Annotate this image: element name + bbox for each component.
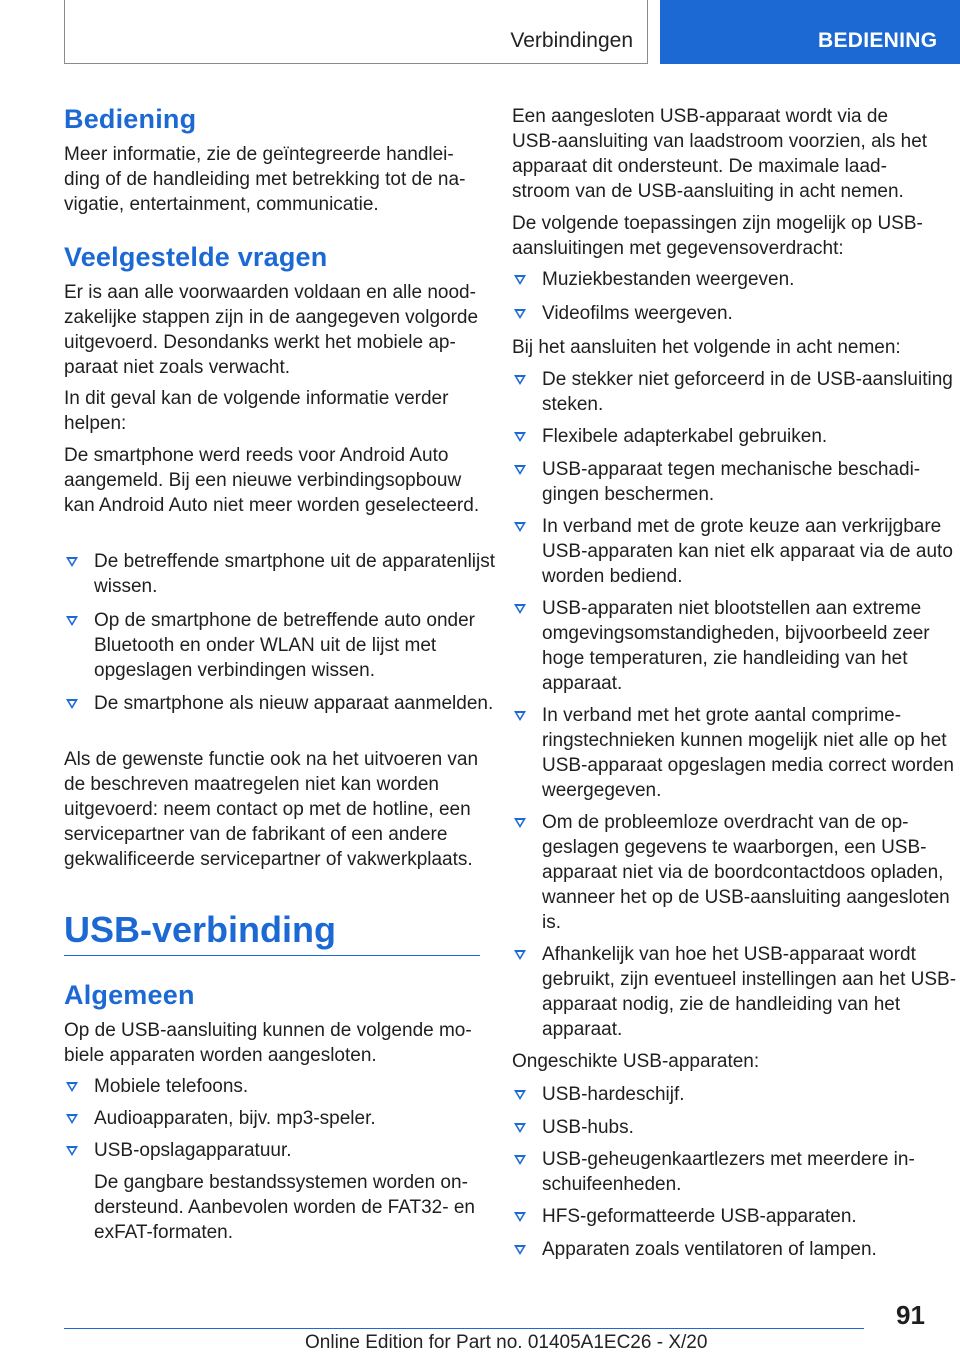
list-item: [512, 1237, 958, 1262]
list-item-text: Apparaten zoals ventilatoren of lampen.: [542, 1239, 877, 1260]
right-paragraph-4: Ongeschikte USB-apparaten:: [512, 1051, 760, 1072]
list-item: [512, 367, 958, 417]
list-item: [512, 703, 958, 803]
page-number: 91: [896, 1300, 925, 1330]
list-item-text: USB-apparaten niet blootstellen aan extreme omgevingsomstandigheden, bijvoorbeeld zeer hoge temperaturen, zie handleiding van het apparaat.: [542, 598, 930, 694]
faq-paragraph-2: In dit geval kan de volgende informatie verder helpen:: [64, 388, 449, 434]
heading-bediening: Bediening: [64, 104, 197, 134]
triangle-bullet-icon: [514, 604, 526, 614]
list-item-text: Videofilms weergeven.: [542, 303, 733, 324]
list-item-text: Mobiele telefoons.: [94, 1076, 249, 1097]
triangle-bullet-icon: [514, 275, 526, 285]
triangle-bullet-icon: [514, 1155, 526, 1165]
triangle-bullet-icon: [514, 711, 526, 721]
usb-note: De gangbare bestandssystemen worden ondersteund. Aanbevolen worden de FAT32- en exFAT-formaten.: [94, 1172, 475, 1243]
triangle-bullet-icon: [66, 1146, 78, 1156]
faq-paragraph-4: Als de gewenste functie ook na het uitvoeren van de beschreven maatregelen niet kan worden uitgevoerd: neem contact op met de hotline, een servicepartner van de fabrikant of een andere gekwalificeerde servicepartner of vakwerkplaats.: [64, 749, 479, 870]
list-item: [512, 1082, 958, 1107]
heading-general: Algemeen: [64, 980, 195, 1010]
list-item-text: USB-hardeschijf.: [542, 1084, 685, 1105]
section-tab: [660, 0, 960, 64]
list-item: [512, 301, 958, 326]
list-item: [512, 267, 958, 292]
list-item-text: In verband met het grote aantal comprimeringstechnieken kunnen mogelijk niet alle op het USB-apparaat opgeslagen media correct worden weergegeven.: [542, 705, 954, 801]
right-paragraph-2: De volgende toepassingen zijn mogelijk op USB-aansluitingen met gegevensoverdracht:: [512, 213, 923, 259]
list-item: [512, 1115, 958, 1140]
usb-paragraph-1: Op de USB-aansluiting kunnen de volgende mobiele apparaten worden aangesloten.: [64, 1020, 472, 1066]
list-item-text: HFS-geformatteerde USB-apparaten.: [542, 1206, 857, 1227]
list-item-text: Afhankelijk van hoe het USB-apparaat wordt gebruikt, zijn eventueel instellingen aan het USB-apparaat nodig, zie de handleiding van het apparaat.: [542, 944, 957, 1040]
edition-footer: Online Edition for Part no. 01405A1EC26 - X/20: [305, 1332, 708, 1353]
triangle-bullet-icon: [514, 465, 526, 475]
list-item-text: De smartphone als nieuw apparaat aanmelden.: [94, 693, 494, 714]
chapter-title: Verbindingen: [510, 29, 633, 52]
triangle-bullet-icon: [514, 818, 526, 828]
list-item-text: Audioapparaten, bijv. mp3-speler.: [94, 1108, 376, 1129]
heading-rule: [64, 955, 480, 956]
list-item: [512, 514, 958, 589]
heading-usb: USB-verbinding: [64, 909, 337, 950]
footer-rule: [64, 1328, 864, 1329]
triangle-bullet-icon: [514, 1212, 526, 1222]
triangle-bullet-icon: [66, 557, 78, 567]
section-title: BEDIENING: [818, 29, 938, 52]
triangle-bullet-icon: [514, 432, 526, 442]
list-item-text: USB-opslagapparatuur.: [94, 1140, 292, 1161]
heading-faq: Veelgestelde vragen: [64, 242, 328, 272]
triangle-bullet-icon: [514, 375, 526, 385]
list-item: [64, 1138, 510, 1163]
list-item: [512, 810, 958, 935]
list-item-text: USB-apparaat tegen mechanische beschadigingen beschermen.: [542, 459, 921, 505]
triangle-bullet-icon: [66, 616, 78, 626]
faq-paragraph-3: De smartphone werd reeds voor Android Auto aangemeld. Bij een nieuwe verbindingsopbouw kan Android Auto niet meer worden geselecteerd.: [64, 445, 480, 516]
list-item-text: De betreffende smartphone uit de apparatenlijst wissen.: [94, 551, 496, 597]
list-item: [512, 1204, 958, 1229]
list-item: [64, 608, 510, 683]
list-item: [64, 549, 510, 599]
list-item-text: In verband met de grote keuze aan verkrijgbare USB-apparaten kan niet elk apparaat via de auto worden bediend.: [542, 516, 953, 587]
list-item-text: Om de probleemloze overdracht van de opgeslagen gegevens te waarborgen, een USB-apparaat niet via de boordcontactdoos opladen, wanneer het op de USB-aansluiting aangesloten is.: [542, 812, 950, 933]
triangle-bullet-icon: [514, 1123, 526, 1133]
list-item-text: USB-hubs.: [542, 1117, 634, 1138]
faq-paragraph-1: Er is aan alle voorwaarden voldaan en alle noodzakelijke stappen zijn in de aangegeven volgorde uitgevoerd. Desondanks werkt het mobiele apparaat niet zoals verwacht.: [64, 282, 479, 378]
list-item-text: Op de smartphone de betreffende auto onder Bluetooth en onder WLAN uit de lijst met opgeslagen verbindingen wissen.: [94, 610, 475, 681]
bediening-text: Meer informatie, zie de geïntegreerde handleiding of de handleiding met betrekking tot de navigatie, entertainment, communicatie.: [64, 144, 466, 215]
list-item: [64, 691, 510, 716]
list-item-text: USB-geheugenkaartlezers met meerdere inschuifeenheden.: [542, 1149, 915, 1195]
list-item: [512, 596, 958, 696]
triangle-bullet-icon: [514, 1090, 526, 1100]
right-paragraph-3: Bij het aansluiten het volgende in acht nemen:: [512, 337, 901, 358]
list-item-text: De stekker niet geforceerd in de USB-aansluiting steken.: [542, 369, 953, 415]
triangle-bullet-icon: [514, 522, 526, 532]
list-item: [512, 1147, 958, 1197]
list-item: [512, 942, 958, 1042]
list-item: [64, 1074, 510, 1099]
right-paragraph-1: Een aangesloten USB-apparaat wordt via de USB-aansluiting van laadstroom voorzien, als het apparaat dit ondersteunt. De maximale laadstroom van de USB-aansluiting in acht nemen.: [512, 106, 928, 202]
list-item: [512, 457, 958, 507]
triangle-bullet-icon: [514, 1245, 526, 1255]
list-item: [512, 424, 958, 449]
triangle-bullet-icon: [66, 1114, 78, 1124]
chapter-tab: [64, 0, 648, 64]
list-item: [64, 1106, 510, 1131]
triangle-bullet-icon: [66, 699, 78, 709]
list-item-text: Flexibele adapterkabel gebruiken.: [542, 426, 828, 447]
triangle-bullet-icon: [514, 309, 526, 319]
triangle-bullet-icon: [514, 950, 526, 960]
list-item-text: Muziekbestanden weergeven.: [542, 269, 795, 290]
triangle-bullet-icon: [66, 1082, 78, 1092]
